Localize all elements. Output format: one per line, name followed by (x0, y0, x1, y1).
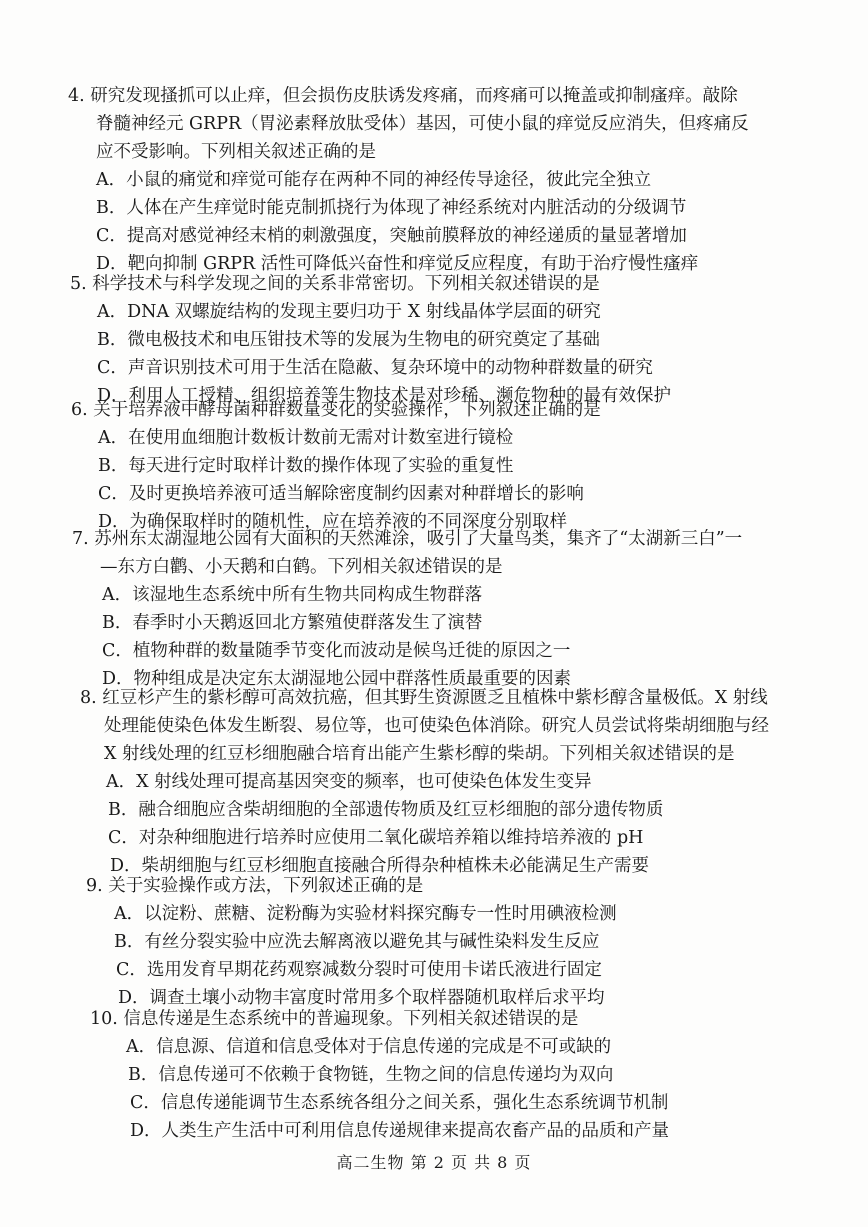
option-b: B．信息传递可不依赖于食物链，生物之间的信息传递均为双向 (128, 1065, 614, 1085)
question-stem-text: 科学技术与科学发现之间的关系非常密切。下列相关叙述错误的是 (92, 274, 600, 294)
option-d: D．为确保取样时的随机性，应在培养液的不同深度分别取样 (98, 512, 568, 532)
question-stem-text: 关于实验操作或方法，下列叙述正确的是 (108, 876, 424, 896)
question-8 (0, 684, 868, 880)
question-number: 5. (70, 274, 87, 294)
option-c: C．提高对感觉神经末梢的刺激强度，突触前膜释放的神经递质的量显著增加 (96, 226, 687, 246)
option-a: A．DNA 双螺旋结构的发现主要归功于 X 射线晶体学层面的研究 (97, 302, 601, 322)
option-a: A．以淀粉、蔗糖、淀粉酶为实验材料探究酶专一性时用碘液检测 (114, 904, 617, 924)
question-number: 10. (90, 1009, 118, 1029)
question-4-stem-line: 应不受影响。下列相关叙述正确的是 (96, 142, 376, 162)
question-4-stem-line (68, 82, 868, 110)
question-9 (0, 872, 868, 1012)
question-number: 9. (86, 876, 103, 896)
option-c: C．及时更换培养液可适当解除密度制约因素对种群增长的影响 (98, 484, 584, 504)
option-a: A．该湿地生态系统中所有生物共同构成生物群落 (102, 585, 483, 605)
option-d: D．人类生产生活中可利用信息传递规律来提高农畜产品的品质和产量 (130, 1121, 670, 1141)
question-number: 6. (71, 400, 88, 420)
question-7-stem-line (72, 525, 868, 553)
question-4-stem-line: 脊髓神经元 GRPR（胃泌素释放肽受体）基因，可使小鼠的痒觉反应消失，但疼痛反 (96, 114, 749, 134)
option-d: D．调查土壤小动物丰富度时常用多个取样器随机取样后求平均 (118, 988, 605, 1008)
option-b: B．微电极技术和电压钳技术等的发展为生物电的研究奠定了基础 (97, 330, 600, 350)
option-b: B．每天进行定时取样计数的操作体现了实验的重复性 (98, 456, 514, 476)
question-8-stem-line: X 射线处理的红豆杉细胞融合培育出能产生紫杉醇的柴胡。下列相关叙述错误的是 (104, 744, 735, 764)
question-4 (0, 82, 868, 278)
page-footer: 高二生物 第 2 页 共 8 页 (336, 1153, 532, 1172)
question-stem-text: 研究发现搔抓可以止痒，但会损伤皮肤诱发疼痛，而疼痛可以掩盖或抑制瘙痒。敲除 (90, 86, 738, 106)
option-a: A．信息源、信道和信息受体对于信息传递的完成是不可或缺的 (126, 1037, 612, 1057)
option-a: A．X 射线处理可提高基因突变的频率，也可使染色体发生变异 (106, 772, 592, 792)
question-8-stem-line (80, 684, 868, 712)
question-6 (0, 396, 868, 536)
question-9-stem-line (86, 872, 868, 900)
question-7-stem-line: —东方白鹳、小天鹅和白鹤。下列相关叙述错误的是 (100, 557, 503, 577)
question-stem-text: 苏州东太湖湿地公园有大面积的天然滩涂，吸引了大量鸟类，集齐了“太湖新三白”一 (94, 529, 743, 549)
option-b: B．人体在产生痒觉时能克制抓挠行为体现了神经系统对内脏活动的分级调节 (96, 198, 687, 218)
option-c: C．信息传递能调节生态系统各组分之间关系，强化生态系统调节机制 (130, 1093, 669, 1113)
question-8-stem-line: 处理能使染色体发生断裂、易位等，也可使染色体消除。研究人员尝试将柴胡细胞与经 (104, 716, 769, 736)
option-d: D．利用人工授精、组织培养等生物技术是对珍稀、濒危物种的最有效保护 (97, 386, 672, 406)
option-b: B．融合细胞应含柴胡细胞的全部遗传物质及红豆杉细胞的部分遗传物质 (108, 800, 664, 820)
option-b: B．有丝分裂实验中应洗去解离液以避免其与碱性染料发生反应 (114, 932, 600, 952)
question-5 (0, 270, 868, 410)
option-d: D．靶向抑制 GRPR 活性可降低兴奋性和痒觉反应程度，有助于治疗慢性瘙痒 (96, 254, 699, 274)
question-10-stem-line (90, 1005, 868, 1033)
option-b: B．春季时小天鹅返回北方繁殖使群落发生了演替 (102, 613, 483, 633)
question-5-stem-line (70, 270, 868, 298)
option-c: C．选用发育早期花药观察减数分裂时可使用卡诺氏液进行固定 (116, 960, 602, 980)
question-number: 8. (80, 688, 97, 708)
question-stem-text: 关于培养液中酵母菌种群数量变化的实验操作，下列叙述正确的是 (93, 400, 601, 420)
option-a: A．小鼠的痛觉和痒觉可能存在两种不同的神经传导途径，彼此完全独立 (96, 170, 652, 190)
question-7 (0, 525, 868, 693)
option-d: D．柴胡细胞与红豆杉细胞直接融合所得杂种植株未必能满足生产需要 (110, 856, 650, 876)
question-stem-text: 信息传递是生态系统中的普遍现象。下列相关叙述错误的是 (123, 1009, 579, 1029)
option-c: C．植物种群的数量随季节变化而波动是候鸟迁徙的原因之一 (102, 641, 571, 661)
option-d: D．物种组成是决定东太湖湿地公园中群落性质最重要的因素 (102, 669, 572, 689)
option-c: C．对杂种细胞进行培养时应使用二氧化碳培养箱以维持培养液的 pH (108, 828, 644, 848)
question-number: 4. (68, 86, 85, 106)
question-number: 7. (72, 529, 89, 549)
option-c: C．声音识别技术可用于生活在隐蔽、复杂环境中的动物种群数量的研究 (97, 358, 653, 378)
question-6-stem-line (71, 396, 868, 424)
question-10 (0, 1005, 868, 1145)
option-a: A．在使用血细胞计数板计数前无需对计数室进行镜检 (98, 428, 514, 448)
question-stem-text: 红豆杉产生的紫杉醇可高效抗癌，但其野生资源匮乏且植株中紫杉醇含量极低。X 射线 (102, 688, 768, 708)
